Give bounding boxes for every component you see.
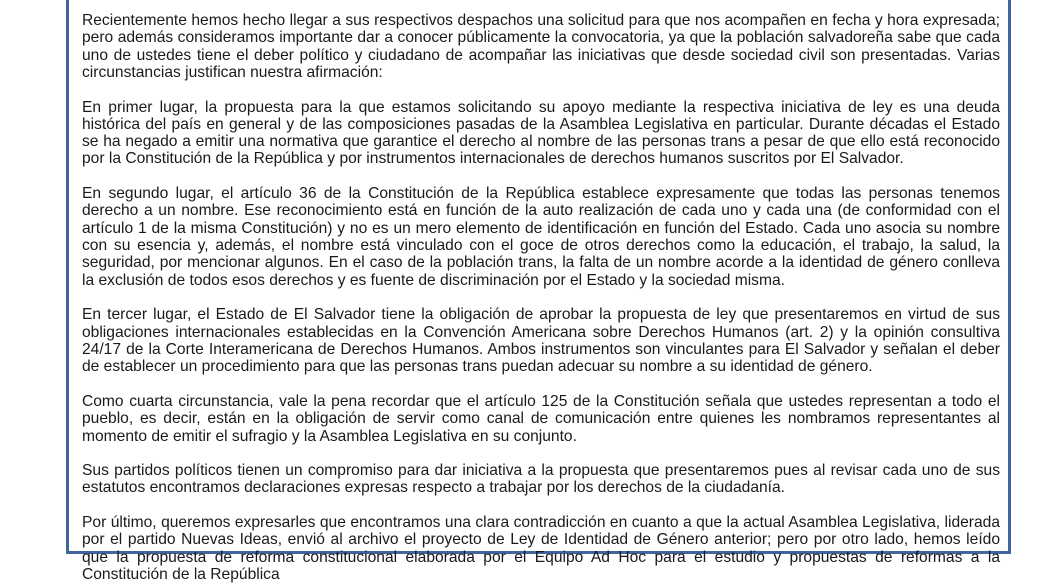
paragraph-fourth-point: Como cuarta circunstancia, vale la pena recordar que el artículo 125 de la Constitución señala que ustedes representan a todo el pueblo, es decir, están en la obligación de servir como canal de comunicación entre quienes les nombramos representantes al momento de emitir el sufragio y la Asamblea Legislativa en su conjunto. [82,392,1000,445]
document-body [82,12,1000,583]
paragraph-first-point: En primer lugar, la propuesta para la que estamos solicitando su apoyo mediante la respectiva iniciativa de ley es una deuda histórica del país en general y de las composiciones pasadas de la Asamblea Legislativa en particular. Durante décadas el Estado se ha negado a emitir una normativa que garantice el derecho al nombre de las personas trans a pesar de que ello está reconocido por la Constitución de la República y por instrumentos internacionales de derechos humanos suscritos por El Salvador. [82,98,1000,168]
paragraph-second-point: En segundo lugar, el artículo 36 de la Constitución de la República establece expresamente que todas las personas tenemos derecho a un nombre. Ese reconocimiento está en función de la auto realización de cada uno y cada una (de conformidad con el artículo 1 de la misma Constitución) y no es un mero elemento de identificación en función del Estado. Cada uno asocia su nombre con su esencia y, además, el nombre está vinculado con el goce de otros derechos como la educación, el trabajo, la salud, la seguridad, por mencionar algunos. En el caso de la población trans, la falta de un nombre acorde a la identidad de género conlleva la exclusión de todos esos derechos y es fuente de discriminación por el Estado y la sociedad misma. [82,185,1000,289]
paragraph-third-point: En tercer lugar, el Estado de El Salvador tiene la obligación de aprobar la propuesta de ley que presentaremos en virtud de sus obligaciones internacionales establecidas en la Convención Americana sobre Derechos Humanos (art. 2) y la opinión consultiva 24/17 de la Corte Interamericana de Derechos Humanos. Ambos instrumentos son vinculantes para El Salvador y señalan el deber de establecer un procedimiento para que las personas trans puedan adecuar su nombre a su identidad de género. [82,306,1000,376]
paragraph-intro: Recientemente hemos hecho llegar a sus respectivos despachos una solicitud para que nos acompañen en fecha y hora expresada; pero además consideramos importante dar a conocer públicamente la convocatoria, ya que la población salvadoreña sabe que cada uno de ustedes tiene el deber político y ciudadano de acompañar las iniciativas que desde sociedad civil son presentadas. Varias circunstancias justifican nuestra afirmación: [82,12,1000,81]
paragraph-final-point: Por último, queremos expresarles que encontramos una clara contradicción en cuanto a que la actual Asamblea Legislativa, liderada por el partido Nuevas Ideas, envió al archivo el proyecto de Ley de Identidad de Género anterior; pero por otro lado, hemos leído que la propuesta de reforma constitucional elaborada por el Equipo Ad Hoc para el estudio y propuestas de reformas a la Constitución de la República [82,514,1000,583]
paragraph-party-commitment: Sus partidos políticos tienen un compromiso para dar iniciativa a la propuesta que presentaremos pues al revisar cada uno de sus estatutos encontramos declaraciones expresas respecto a trabajar por los derechos de la ciudadanía. [82,462,1000,497]
